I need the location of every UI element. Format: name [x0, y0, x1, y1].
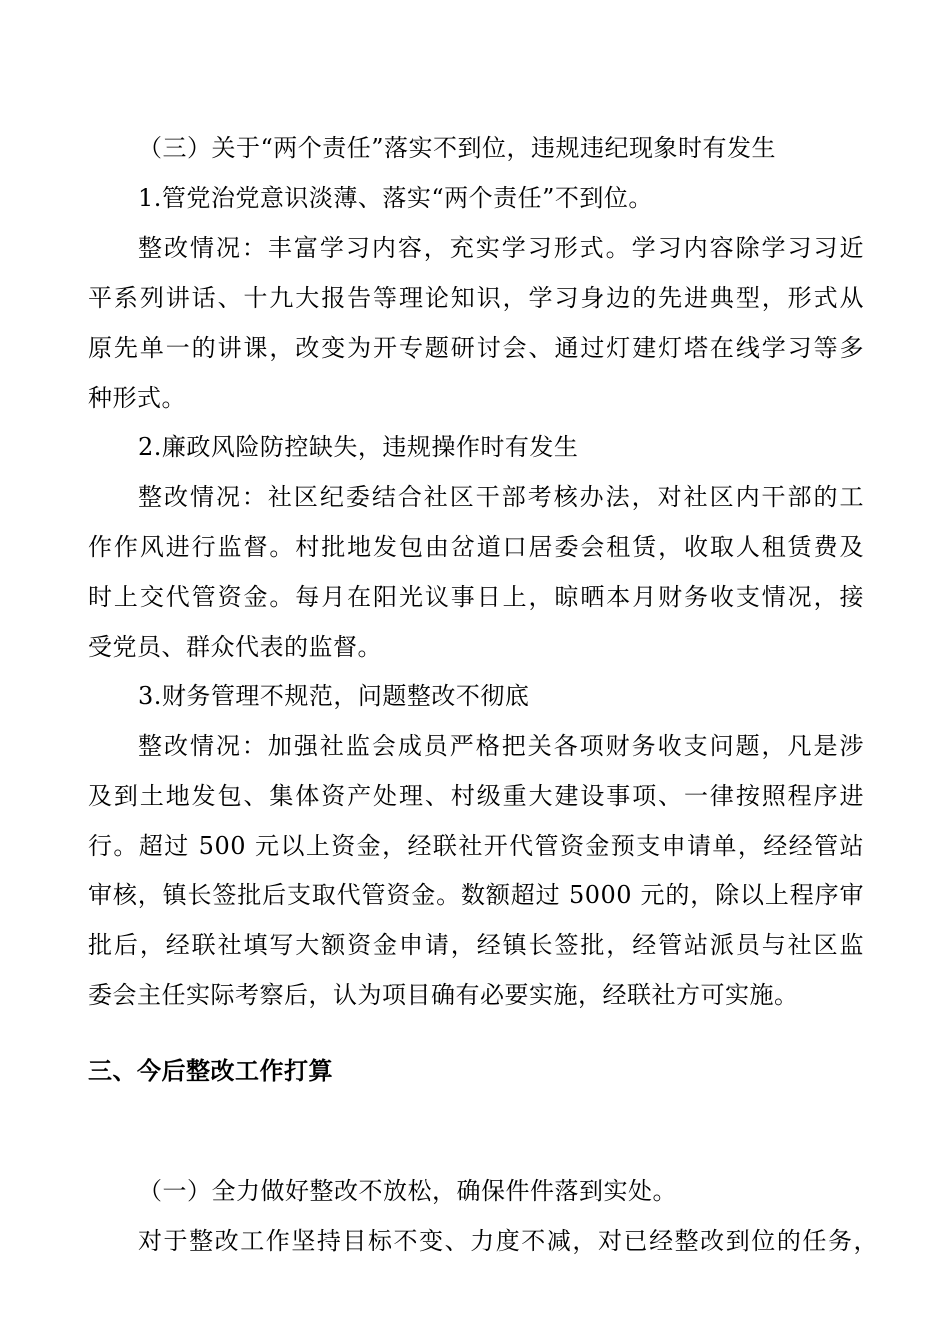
- item-1-paragraph-line: 种形式。: [88, 384, 186, 412]
- item-3-paragraph-line: 审核，镇长签批后支取代管资金。数额超过 5000 元的，除以上程序审: [88, 881, 864, 909]
- part-3-heading: 三、今后整改工作打算: [88, 1057, 333, 1085]
- item-1-title: 1.管党治党意识淡薄、落实“两个责任”不到位。: [138, 184, 653, 212]
- item-1-paragraph-line: 原先单一的讲课，改变为开专题研讨会、通过灯建灯塔在线学习等多: [88, 334, 864, 362]
- item-2-paragraph-line: 时上交代管资金。每月在阳光议事日上，晾晒本月财务收支情况，接: [88, 583, 864, 611]
- item-3-paragraph-line: 批后，经联社填写大额资金申请，经镇长签批，经管站派员与社区监: [88, 931, 864, 959]
- item-1-paragraph-line: 平系列讲话、十九大报告等理论知识，学习身边的先进典型，形式从: [88, 284, 864, 312]
- item-1-paragraph-line: 整改情况：丰富学习内容，充实学习形式。学习内容除学习习近: [138, 234, 864, 262]
- section-title: （三）关于“两个责任”落实不到位，违规违纪现象时有发生: [138, 134, 777, 162]
- item-3-paragraph-line: 整改情况：加强社监会成员严格把关各项财务收支问题，凡是涉: [138, 732, 864, 760]
- item-3-paragraph-line: 委会主任实际考察后，认为项目确有必要实施，经联社方可实施。: [88, 981, 799, 1009]
- item-2-title: 2.廉政风险防控缺失，违规操作时有发生: [138, 433, 579, 461]
- item-3-paragraph-line: 及到土地发包、集体资产处理、村级重大建设事项、一律按照程序进: [88, 782, 864, 810]
- item-3-paragraph-line: 行。超过 500 元以上资金，经联社开代管资金预支申请单，经经管站: [88, 832, 864, 860]
- item-2-paragraph-line: 整改情况：社区纪委结合社区干部考核办法，对社区内干部的工: [138, 483, 864, 511]
- item-2-paragraph-line: 受党员、群众代表的监督。: [88, 633, 382, 661]
- part-3-subheading: （一）全力做好整改不放松，确保件件落到实处。: [138, 1177, 677, 1205]
- item-2-paragraph-line: 作作风进行监督。村批地发包由岔道口居委会租赁，收取人租赁费及: [88, 533, 864, 561]
- part-3-paragraph-line: 对于整改工作坚持目标不变、力度不减，对已经整改到位的任务，: [138, 1227, 878, 1255]
- item-3-title: 3.财务管理不规范，问题整改不彻底: [138, 682, 530, 710]
